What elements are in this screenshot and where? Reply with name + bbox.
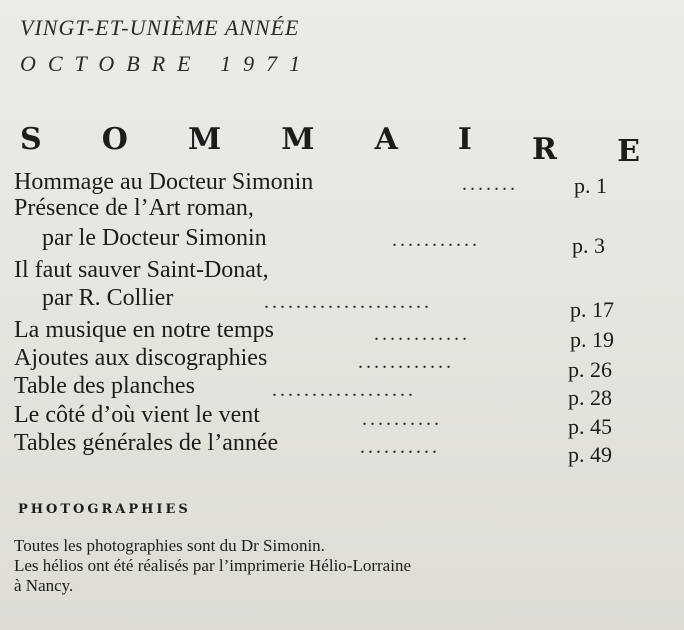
toc-page-number: p. 45 [568, 414, 612, 439]
toc-leader-dots: .................. [272, 379, 416, 401]
toc-entry [14, 373, 644, 410]
sommaire-letter: O [101, 122, 128, 157]
toc-page-number: p. 49 [568, 442, 612, 467]
toc-entry-title: Table des planches [14, 373, 195, 399]
table-of-contents [14, 169, 644, 467]
toc-leader-dots: .......... [360, 436, 440, 458]
toc-entry-title: Ajoutes aux discographies [14, 345, 268, 371]
toc-entry [14, 345, 644, 382]
photo-credit-line: Toutes les photographies sont du Dr Simonin. [14, 536, 325, 555]
issue-year: VINGT-ET-UNIÈME ANNÉE [20, 15, 300, 40]
sommaire-heading [20, 122, 640, 170]
sommaire-letter: I [457, 122, 472, 157]
toc-page-number: p. 28 [568, 385, 612, 410]
toc-entry [14, 169, 644, 198]
toc-leader-dots: ..................... [264, 291, 432, 313]
toc-entry [14, 258, 644, 282]
photographies-heading: PHOTOGRAPHIES [18, 502, 191, 517]
toc-entry [14, 317, 644, 352]
sommaire-letter: S [20, 122, 42, 157]
sommaire-letter: M [187, 122, 222, 157]
sommaire-letter: M [281, 122, 315, 157]
sommaire-letter: E [617, 134, 640, 169]
toc-page-number: p. 3 [572, 233, 605, 258]
toc-entry-title: Hommage au Docteur Simonin [14, 169, 314, 195]
toc-page-number: p. 26 [568, 357, 612, 382]
toc-page-number: p. 17 [570, 297, 614, 322]
toc-entry-author: par le Docteur Simonin [42, 225, 267, 251]
toc-entry [14, 285, 644, 322]
photographies-credits [14, 536, 654, 596]
toc-leader-dots: ............ [374, 323, 470, 345]
toc-entry-title: Tables générales de l’année [14, 430, 279, 456]
toc-leader-dots: ........... [392, 229, 480, 251]
toc-entry [14, 196, 644, 220]
toc-entry [14, 225, 644, 258]
toc-leader-dots: .......... [362, 408, 442, 430]
photo-credit-line: Les hélios ont été réalisés par l’imprimerie Hélio-Lorraine [14, 556, 411, 575]
toc-leader-dots: ............ [358, 351, 454, 373]
toc-entry-author: par R. Collier [42, 285, 174, 311]
toc-entry-title: Il faut sauver Saint-Donat, [14, 257, 269, 283]
sommaire-letter: A [374, 122, 398, 157]
photo-credit-line: à Nancy. [14, 576, 74, 595]
issue-date: OCTOBRE 1971 [20, 51, 313, 76]
toc-entry [14, 430, 644, 467]
sommaire-letter: R [532, 132, 557, 167]
toc-entry-title: Le côté d’où vient le vent [14, 402, 260, 428]
issue-header [20, 14, 312, 80]
toc-leader-dots: ....... [462, 173, 518, 195]
toc-entry-title: La musique en notre temps [14, 317, 274, 343]
toc-page-number: p. 1 [574, 173, 607, 198]
toc-entry [14, 402, 644, 439]
toc-entry-title: Présence de l’Art roman, [14, 195, 254, 221]
toc-page-number: p. 19 [570, 327, 614, 352]
